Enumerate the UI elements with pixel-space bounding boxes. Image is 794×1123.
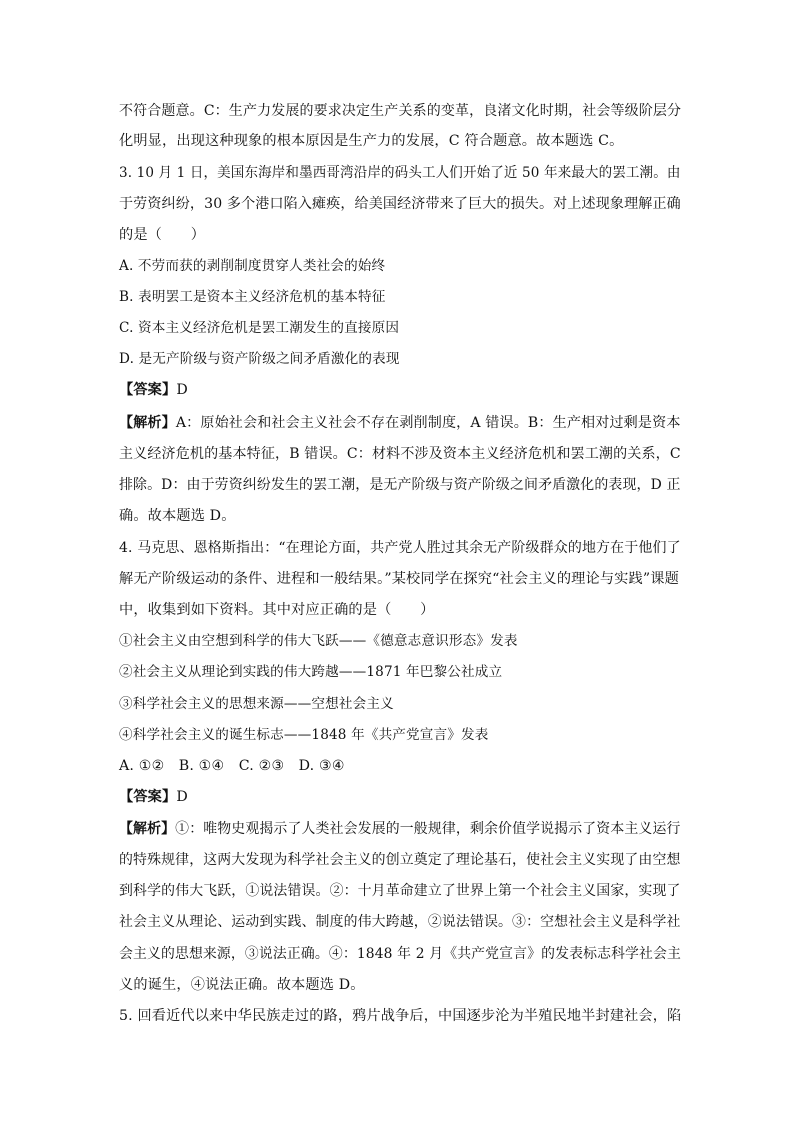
- statement-3: ③科学社会主义的思想来源——空想社会主义: [119, 696, 394, 712]
- analysis-line: 排除。D：由于劳资纠纷发生的罢工潮，是无产阶级与资产阶级之间矛盾激化的表现，D 正: [119, 477, 681, 493]
- analysis-line: 到科学的伟大飞跃，①说法错误。②：十月革命建立了世界上第一个社会主义国家，实现了: [119, 883, 681, 899]
- question-3-line: 于劳资纠纷，30 多个港口陷入瘫痪，给美国经济带来了巨大的损失。对上述现象理解正确: [119, 196, 681, 212]
- option-b: B. 表明罢工是资本主义经济危机的基本特征: [119, 289, 386, 305]
- option-d: D. 是无产阶级与资产阶级之间矛盾激化的表现: [119, 351, 400, 367]
- question-3-line: 的是（ ）: [119, 227, 206, 243]
- analysis-line: 会主义的思想来源，③说法正确。④：1848 年 2 月《共产党宣言》的发表标志科学社会主: [119, 946, 682, 962]
- analysis-line: 确。故本题选 D。: [119, 508, 236, 524]
- analysis-line: 社会主义从理论、运动到实践、制度的伟大跨越，②说法错误。③：空想社会主义是科学社: [119, 914, 681, 930]
- answer-line: 【答案】D: [119, 789, 188, 805]
- statement-1: ①社会主义由空想到科学的伟大飞跃——《德意志意识形态》发表: [119, 633, 518, 649]
- text-line: 不符合题意。C：生产力发展的要求决定生产关系的变革，良渚文化时期，社会等级阶层分: [119, 103, 682, 119]
- options-line: A. ①② B. ①④ C. ②③ D. ③④: [119, 758, 345, 774]
- option-c: C. 资本主义经济危机是罢工潮发生的直接原因: [119, 320, 400, 336]
- statement-4: ④科学社会主义的诞生标志——1848 年《共产党宣言》发表: [119, 727, 489, 743]
- question-5-line: 5. 回看近代以来中华民族走过的路，鸦片战争后，中国逐步沦为半殖民地半封建社会，陷: [119, 1008, 682, 1024]
- analysis-line: 主义经济危机的基本特征，B 错误。C：材料不涉及资本主义经济危机和罢工潮的关系，C: [119, 446, 681, 462]
- analysis-line: 【解析】①：唯物史观揭示了人类社会发展的一般规律，剩余价值学说揭示了资本主义运行: [119, 821, 681, 837]
- analysis-line: 义的诞生，④说法正确。故本题选 D。: [119, 977, 365, 993]
- analysis-line: 【解析】A：原始社会和社会主义社会不存在剥削制度，A 错误。B：生产相对过剩是资本: [119, 415, 681, 431]
- statement-2: ②社会主义从理论到实践的伟大跨越——1871 年巴黎公社成立: [119, 664, 503, 680]
- analysis-line: 的特殊规律，这两大发现为科学社会主义的创立奠定了理论基石，使社会主义实现了由空想: [119, 852, 681, 868]
- question-3-line: 3. 10 月 1 日，美国东海岸和墨西哥湾沿岸的码头工人们开始了近 50 年来最大的罢工潮。由: [119, 165, 681, 181]
- option-a: A. 不劳而获的剥削制度贯穿人类社会的始终: [119, 258, 386, 274]
- text-line: 化明显，出现这种现象的根本原因是生产力的发展，C 符合题意。故本题选 C。: [119, 133, 624, 149]
- question-4-line: 解无产阶级运动的条件、进程和一般结果。”某校同学在探究“社会主义的理论与实践”课题: [119, 571, 679, 587]
- question-4-line: 中，收集到如下资料。其中对应正确的是（ ）: [119, 602, 435, 618]
- answer-line: 【答案】D: [119, 382, 188, 398]
- question-4-line: 4. 马克思、恩格斯指出：“在理论方面，共产党人胜过其余无产阶级群众的地方在于他们了: [119, 540, 681, 556]
